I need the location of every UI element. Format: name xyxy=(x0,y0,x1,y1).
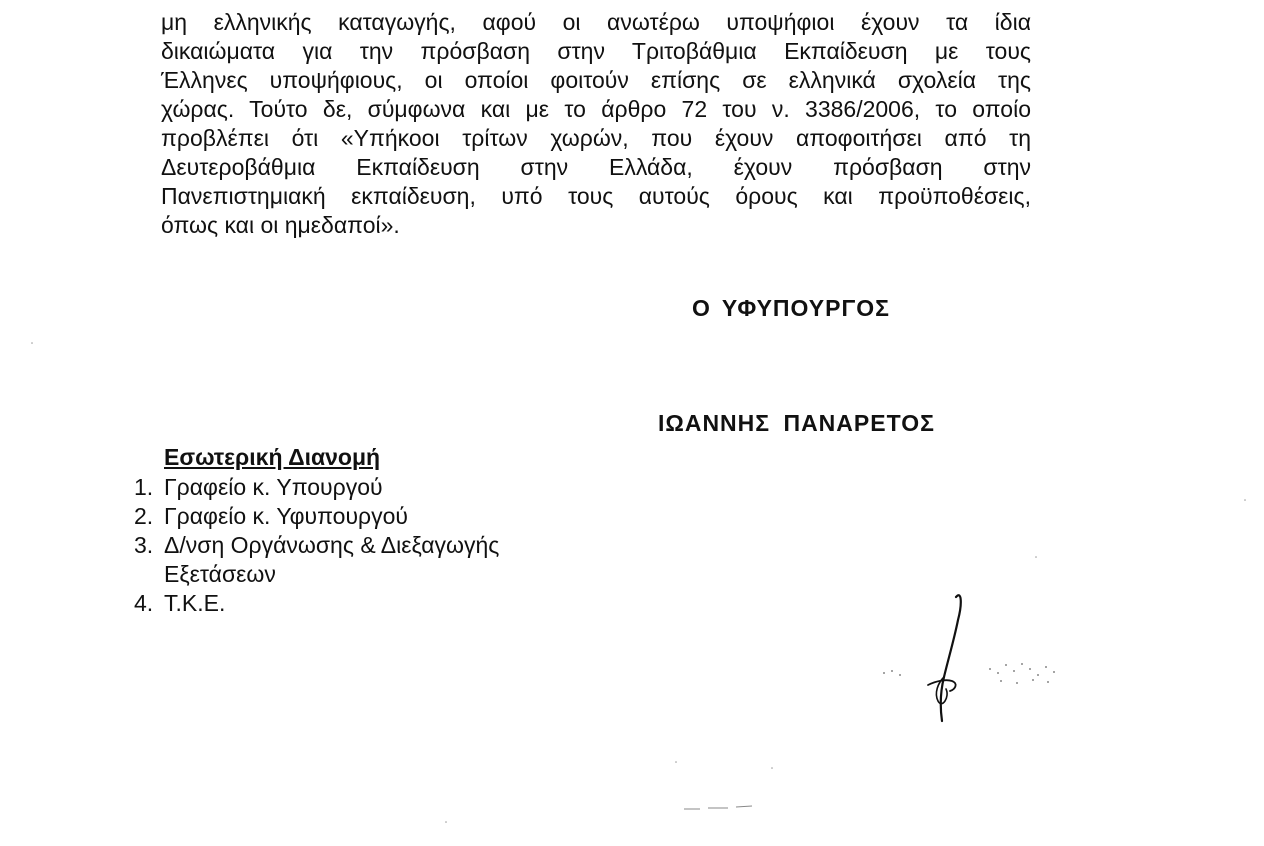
distribution-item-number: 1. xyxy=(134,474,154,500)
signatory-name: ΙΩΑΝΝΗΣ ΠΑΝΑΡΕΤΟΣ xyxy=(658,410,935,436)
distribution-list xyxy=(134,473,584,618)
paragraph-line: Πανεπιστημιακή εκπαίδευση, υπό τους αυτούς όρους και προϋποθέσεις, xyxy=(161,183,1031,209)
distribution-item-number: 2. xyxy=(134,503,154,529)
paragraph-line: χώρας. Τούτο δε, σύμφωνα και με το άρθρο 72 του ν. 3386/2006, το οποίο xyxy=(161,96,1031,122)
distribution-item-text: Δ/νση Οργάνωσης & Διεξαγωγής Εξετάσεων xyxy=(164,532,500,587)
body-paragraph xyxy=(161,8,1031,240)
distribution-item xyxy=(134,473,584,502)
distribution-item xyxy=(134,531,584,589)
paragraph-line: Έλληνες υποψήφιους, οι οποίοι φοιτούν επίσης σε ελληνικά σχολεία της xyxy=(161,67,1031,93)
paragraph-line: Δευτεροβάθμια Εκπαίδευση στην Ελλάδα, έχουν πρόσβαση στην xyxy=(161,154,1031,180)
distribution-item-number: 4. xyxy=(134,590,154,616)
distribution-item-text: Γραφείο κ. Υπουργού xyxy=(164,474,383,500)
distribution-item xyxy=(134,589,584,618)
signatory-title: Ο ΥΦΥΠΟΥΡΓΟΣ xyxy=(692,295,890,321)
paragraph-line: προβλέπει ότι «Υπήκοοι τρίτων χωρών, που έχουν αποφοιτήσει από τη xyxy=(161,125,1031,151)
distribution-heading: Εσωτερική Διανομή xyxy=(164,444,381,470)
distribution-item-text: Γραφείο κ. Υφυπουργού xyxy=(164,503,408,529)
distribution-item-number: 3. xyxy=(134,532,154,558)
distribution-item-text: Τ.Κ.Ε. xyxy=(164,590,226,616)
paragraph-line: δικαιώματα για την πρόσβαση στην Τριτοβάθμια Εκπαίδευση με τους xyxy=(161,38,1031,64)
handwritten-signature xyxy=(870,585,1070,735)
paragraph-line: μη ελληνικής καταγωγής, αφού οι ανωτέρω υποψήφιοι έχουν τα ίδια xyxy=(161,9,1031,35)
paragraph-line: όπως και οι ημεδαποί». xyxy=(161,212,400,238)
distribution-item xyxy=(134,502,584,531)
